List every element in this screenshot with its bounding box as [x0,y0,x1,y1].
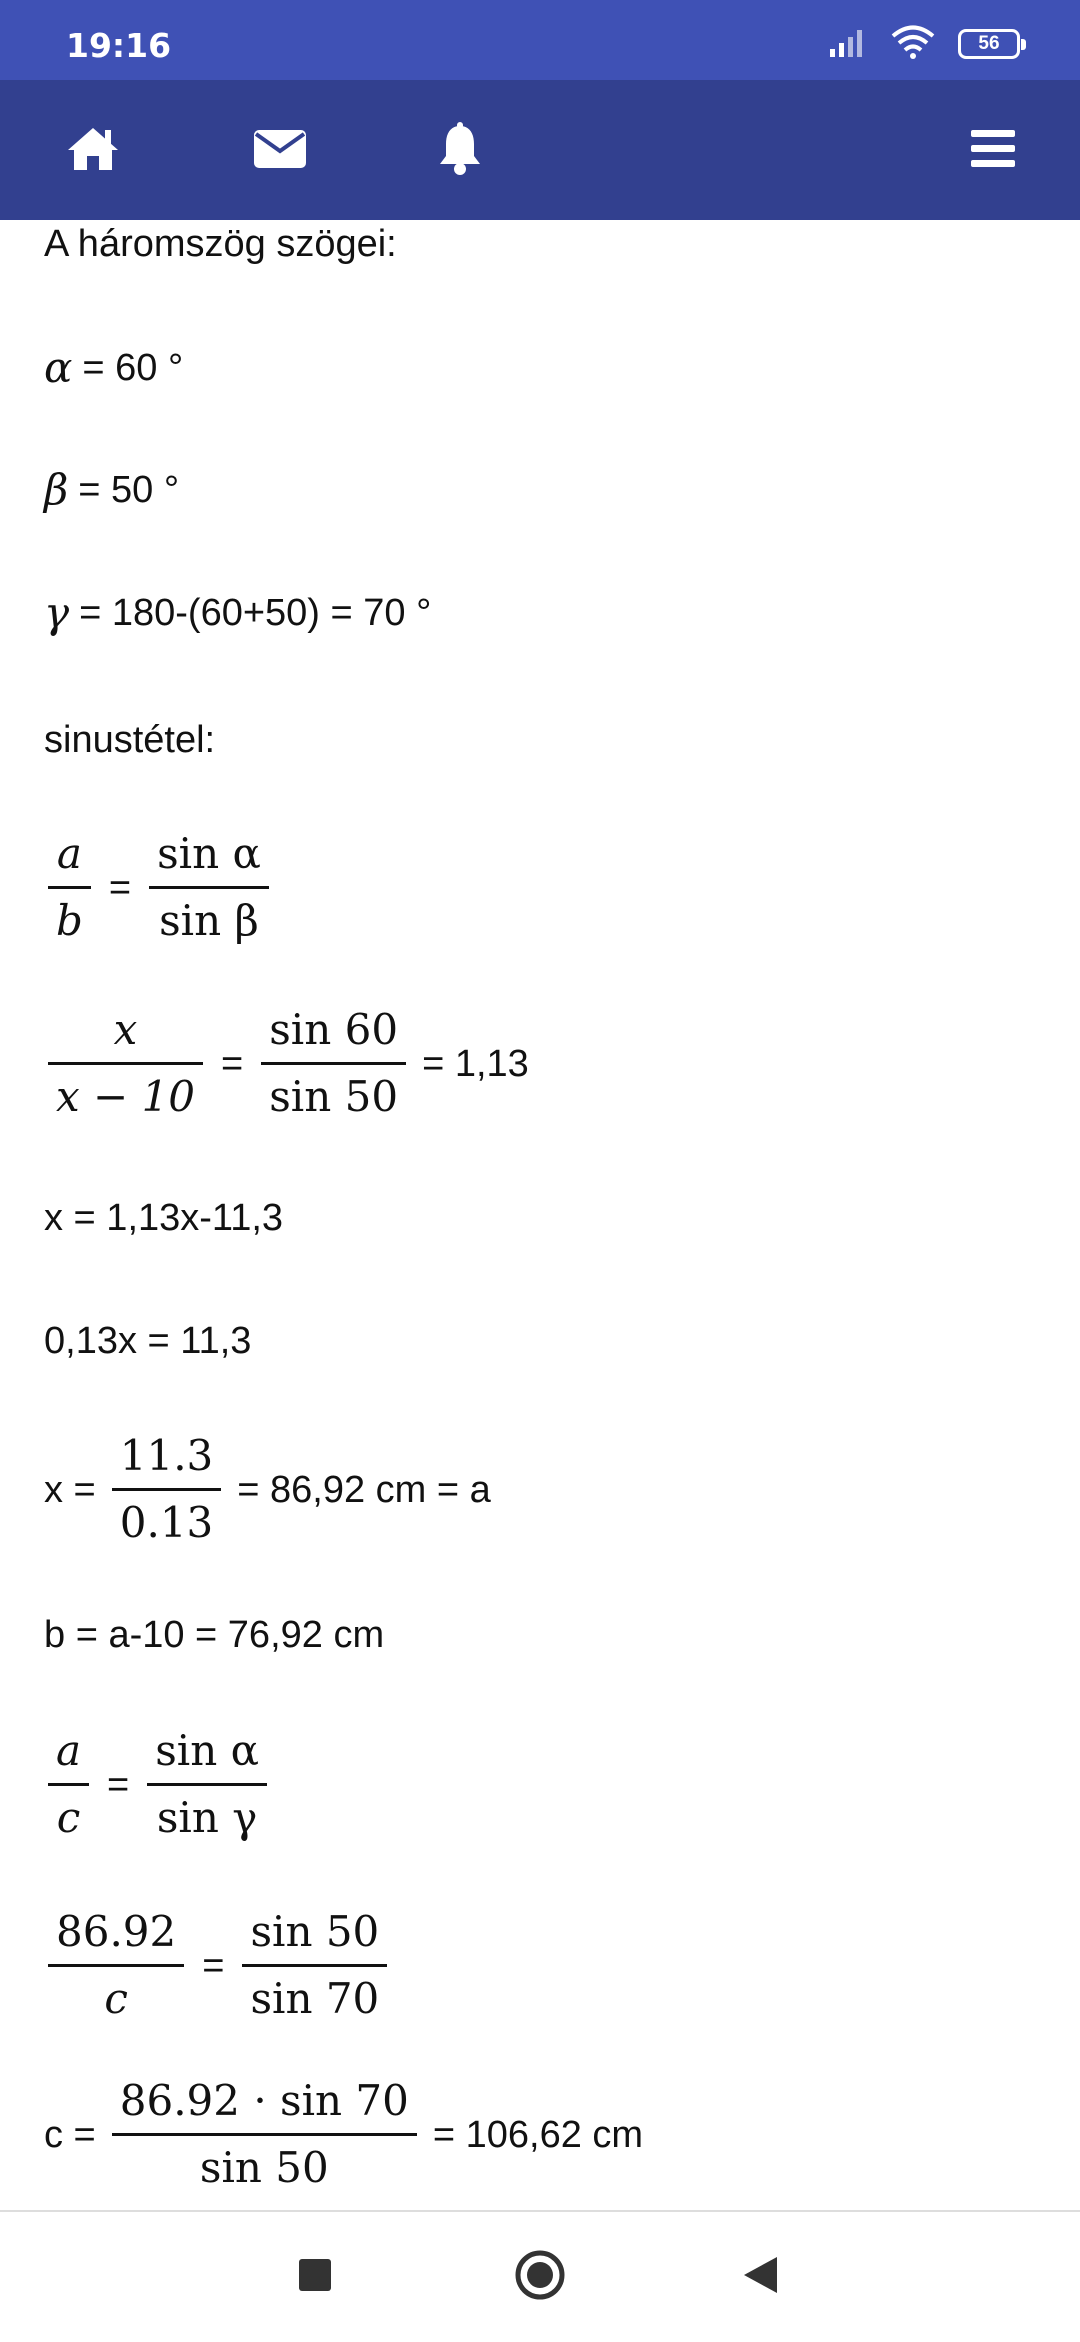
equation-line-3 [44,1194,283,1242]
denominator: b [56,896,83,945]
back-triangle-icon [741,2255,779,2300]
result-value: = 106,62 cm [432,2113,644,2156]
home-nav-button[interactable] [505,2242,575,2312]
fraction-bar [147,1783,267,1786]
numerator: x [113,1005,138,1054]
fraction-bar [112,2133,417,2136]
equation-text: x = 1,13x-11,3 [44,1197,284,1239]
system-nav-bar [0,2210,1080,2342]
denominator: x − 10 [56,1072,196,1121]
numerator: sin 50 [250,1907,380,1956]
angles-heading [44,220,397,268]
numerator: 86.92 · sin 70 [119,2076,409,2125]
numerator: sin 60 [269,1005,399,1054]
alpha-symbol: α [44,343,73,392]
status-icons [828,24,1020,64]
prefix-text: x = [44,1468,96,1511]
denominator: c [56,1793,81,1842]
fraction-11-3-over-0-13 [112,1430,222,1549]
fraction-sin50-over-sin70 [242,1906,387,2025]
equation-c-value [44,2075,643,2194]
fraction-bar [149,886,269,889]
alpha-line [44,344,183,392]
beta-symbol: β [44,465,69,514]
sine-rule-label [44,716,215,764]
beta-line [44,466,179,514]
equals-sign: = [108,866,132,909]
equals-sign: = [202,1944,225,1987]
equation-line-6 [44,1611,384,1659]
equals-sign: = [107,1763,130,1806]
equation-a-c [44,1725,271,1844]
denominator: 0.13 [119,1498,214,1547]
app-toolbar [0,80,1080,220]
sine-rule-text: sinustétel: [44,719,216,761]
equation-a-b [44,828,273,947]
battery-icon [958,29,1020,59]
equation-text: 0,13x = 11,3 [44,1320,252,1362]
fraction-bar [48,1964,184,1967]
result-value: = 1,13 [422,1042,529,1085]
mail-icon [253,128,307,175]
denominator: sin β [159,896,259,945]
heading-text: A háromszög szögei: [44,223,397,265]
recents-square-icon [298,2258,332,2297]
numerator: a [56,829,82,878]
denominator: sin 70 [250,1974,380,2023]
fraction-86-92-over-c [48,1906,184,2025]
gamma-symbol: γ [44,588,70,637]
signal-icon [828,27,868,62]
home-button[interactable] [58,116,128,186]
equation-x-ratio [44,1004,529,1123]
beta-value: = 50 ° [78,469,180,511]
denominator: c [104,1974,128,2023]
fraction-bar [112,1488,222,1491]
fraction-sin-alpha-over-sin-gamma [147,1725,267,1844]
alpha-value: = 60 ° [82,347,184,389]
fraction-bar [48,886,91,889]
battery-level: 56 [978,33,1000,54]
result-value: = 86,92 cm = a [237,1468,491,1511]
equation-x-value [44,1430,491,1549]
gamma-value: = 180-(60+50) = 70 ° [79,592,432,634]
fraction-bar [48,1062,203,1065]
gamma-line [44,589,431,637]
fraction-bar [261,1062,406,1065]
numerator: a [56,1726,82,1775]
equals-sign: = [221,1042,244,1085]
fraction-bar [242,1964,387,1967]
numerator: sin α [155,1726,259,1775]
equation-text: b = a-10 = 76,92 cm [44,1614,385,1656]
denominator: sin 50 [269,1072,399,1121]
wifi-icon [890,25,936,64]
status-time: 19:16 [66,26,172,65]
denominator: sin 50 [199,2143,329,2192]
fraction-x-over-x-minus-10 [48,1004,203,1123]
fraction-a-over-b [48,828,91,947]
fraction-sin60-over-sin50 [261,1004,406,1123]
fraction-bar [48,1783,89,1786]
equation-line-4 [44,1317,251,1365]
denominator: sin γ [156,1793,258,1842]
equation-86-92-over-c [44,1906,391,2025]
notifications-button[interactable] [425,116,495,186]
back-button[interactable] [725,2242,795,2312]
menu-button[interactable] [958,116,1028,186]
fraction-a-over-c [48,1725,89,1844]
mail-button[interactable] [245,116,315,186]
recents-button[interactable] [280,2242,350,2312]
bell-icon [436,122,484,181]
fraction-c-expression [112,2075,417,2194]
solution-content [0,220,1080,2210]
home-circle-icon [514,2249,566,2306]
numerator: sin α [157,829,261,878]
numerator: 86.92 [56,1907,177,1956]
fraction-sin-alpha-over-sin-beta [149,828,269,947]
home-icon [65,124,121,179]
status-bar [0,0,1080,80]
numerator: 11.3 [119,1431,214,1480]
menu-icon [969,128,1017,175]
prefix-text: c = [44,2113,96,2156]
